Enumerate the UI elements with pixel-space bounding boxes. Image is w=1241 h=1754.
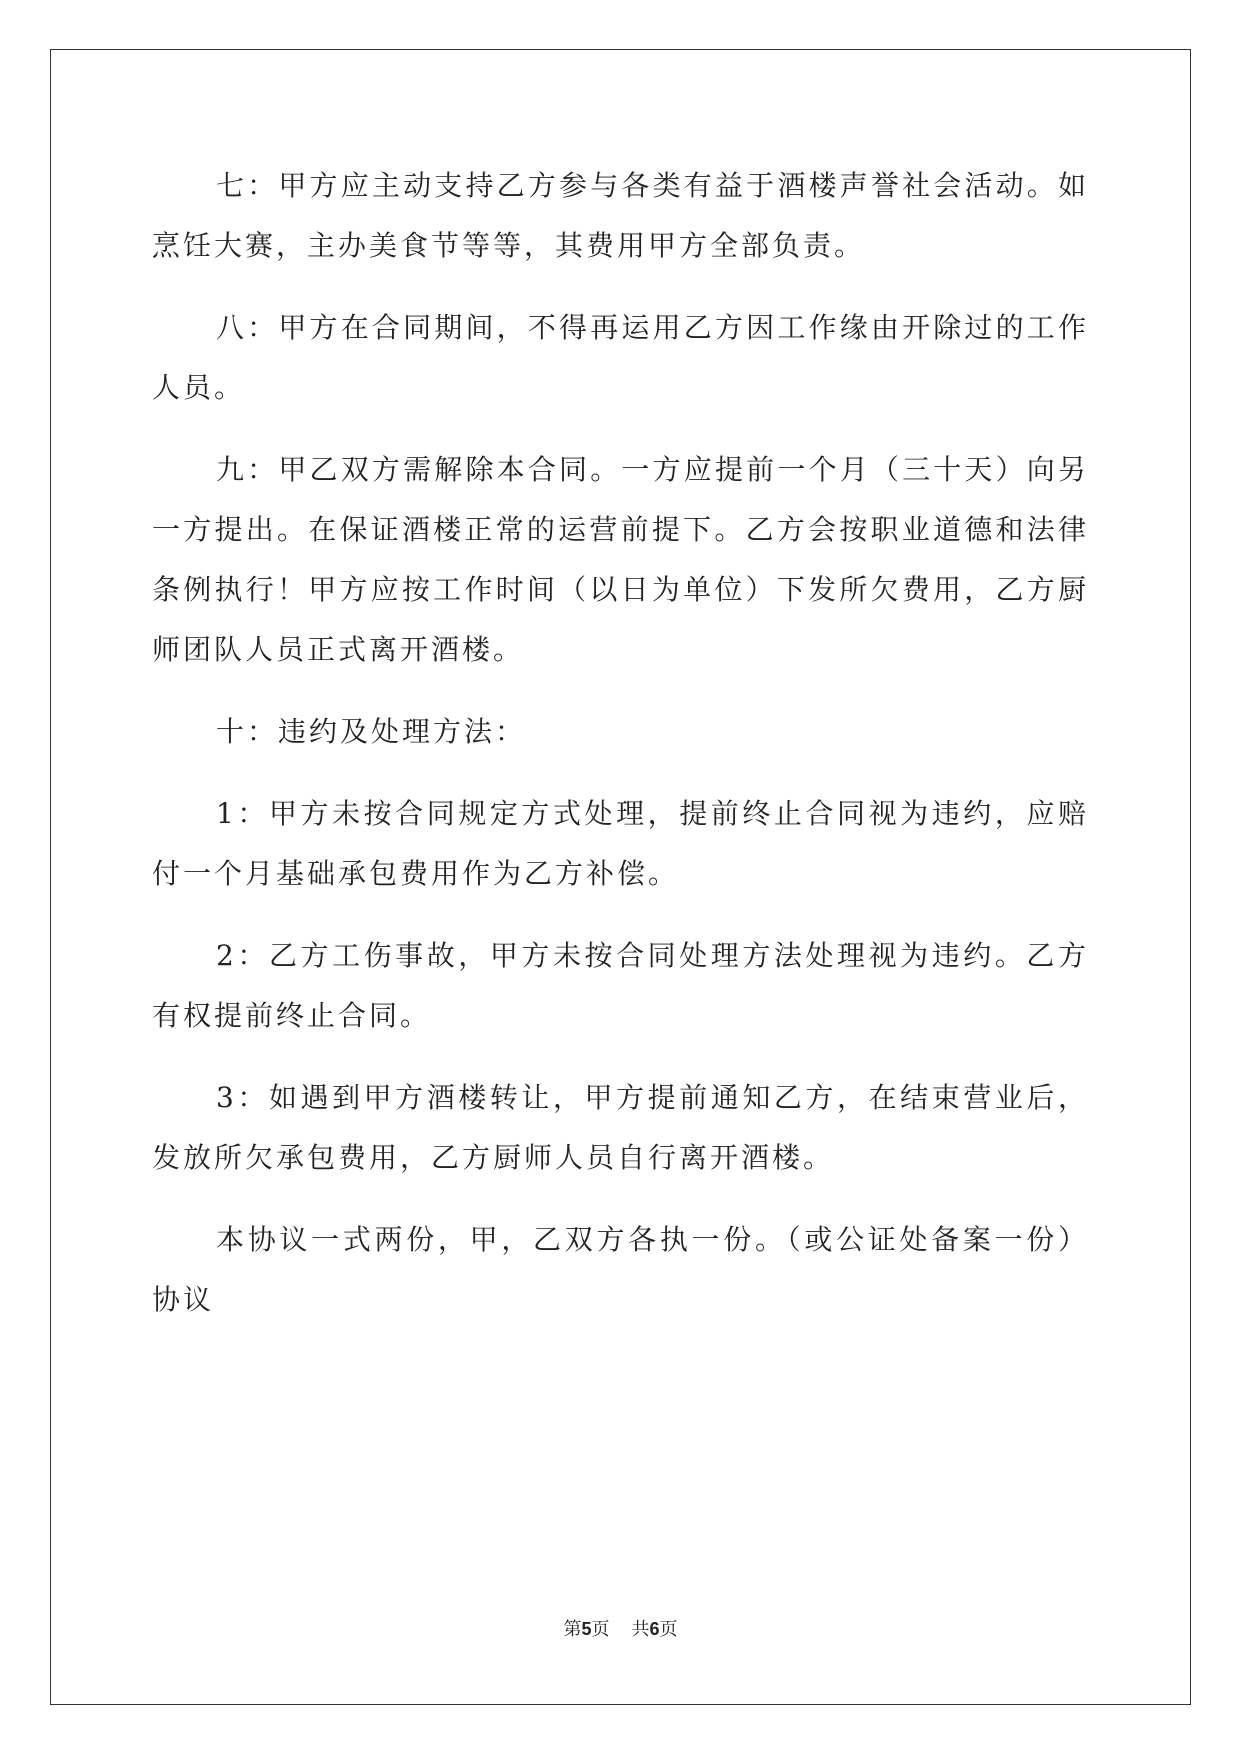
- clause-9-paragraph: 九：甲乙双方需解除本合同。一方应提前一个月（三十天）向另一方提出。在保证酒楼正常的运营前提下。乙方会按职业道德和法律条例执行！甲方应按工作时间（以日为单位）下发所欠费用，乙方厨师团队人员正式离开酒楼。: [152, 453, 1089, 666]
- page-suffix: 页: [591, 1619, 610, 1640]
- total-prefix: 共: [631, 1619, 650, 1640]
- clause-8-paragraph: 八：甲方在合同期间，不得再运用乙方因工作缘由开除过的工作人员。: [152, 311, 1089, 404]
- copies-paragraph: 本协议一式两份，甲，乙双方各执一份。（或公证处备案一份）协议: [152, 1223, 1089, 1316]
- page-total-number: 6: [649, 1619, 660, 1639]
- breach-item-1: 1：甲方未按合同规定方式处理，提前终止合同视为违约，应赔付一个月基础承包费用作为乙方补偿。: [152, 797, 1089, 890]
- page-current-number: 5: [581, 1619, 592, 1639]
- clause-10-heading: 十：违约及处理方法：: [216, 715, 527, 748]
- clause-7-paragraph: 七：甲方应主动支持乙方参与各类有益于酒楼声誉社会活动。如烹饪大赛，主办美食节等等，其费用甲方全部负责。: [152, 169, 1089, 262]
- document-body: [152, 156, 1089, 1352]
- page-prefix: 第: [563, 1619, 582, 1640]
- breach-item-3: 3：如遇到甲方酒楼转让，甲方提前通知乙方，在结束营业后，发放所欠承包费用，乙方厨师人员自行离开酒楼。: [152, 1081, 1089, 1174]
- total-suffix: 页: [659, 1619, 678, 1640]
- page-footer: [0, 1617, 1241, 1642]
- breach-item-2: 2：乙方工伤事故，甲方未按合同处理方法处理视为违约。乙方有权提前终止合同。: [152, 939, 1089, 1032]
